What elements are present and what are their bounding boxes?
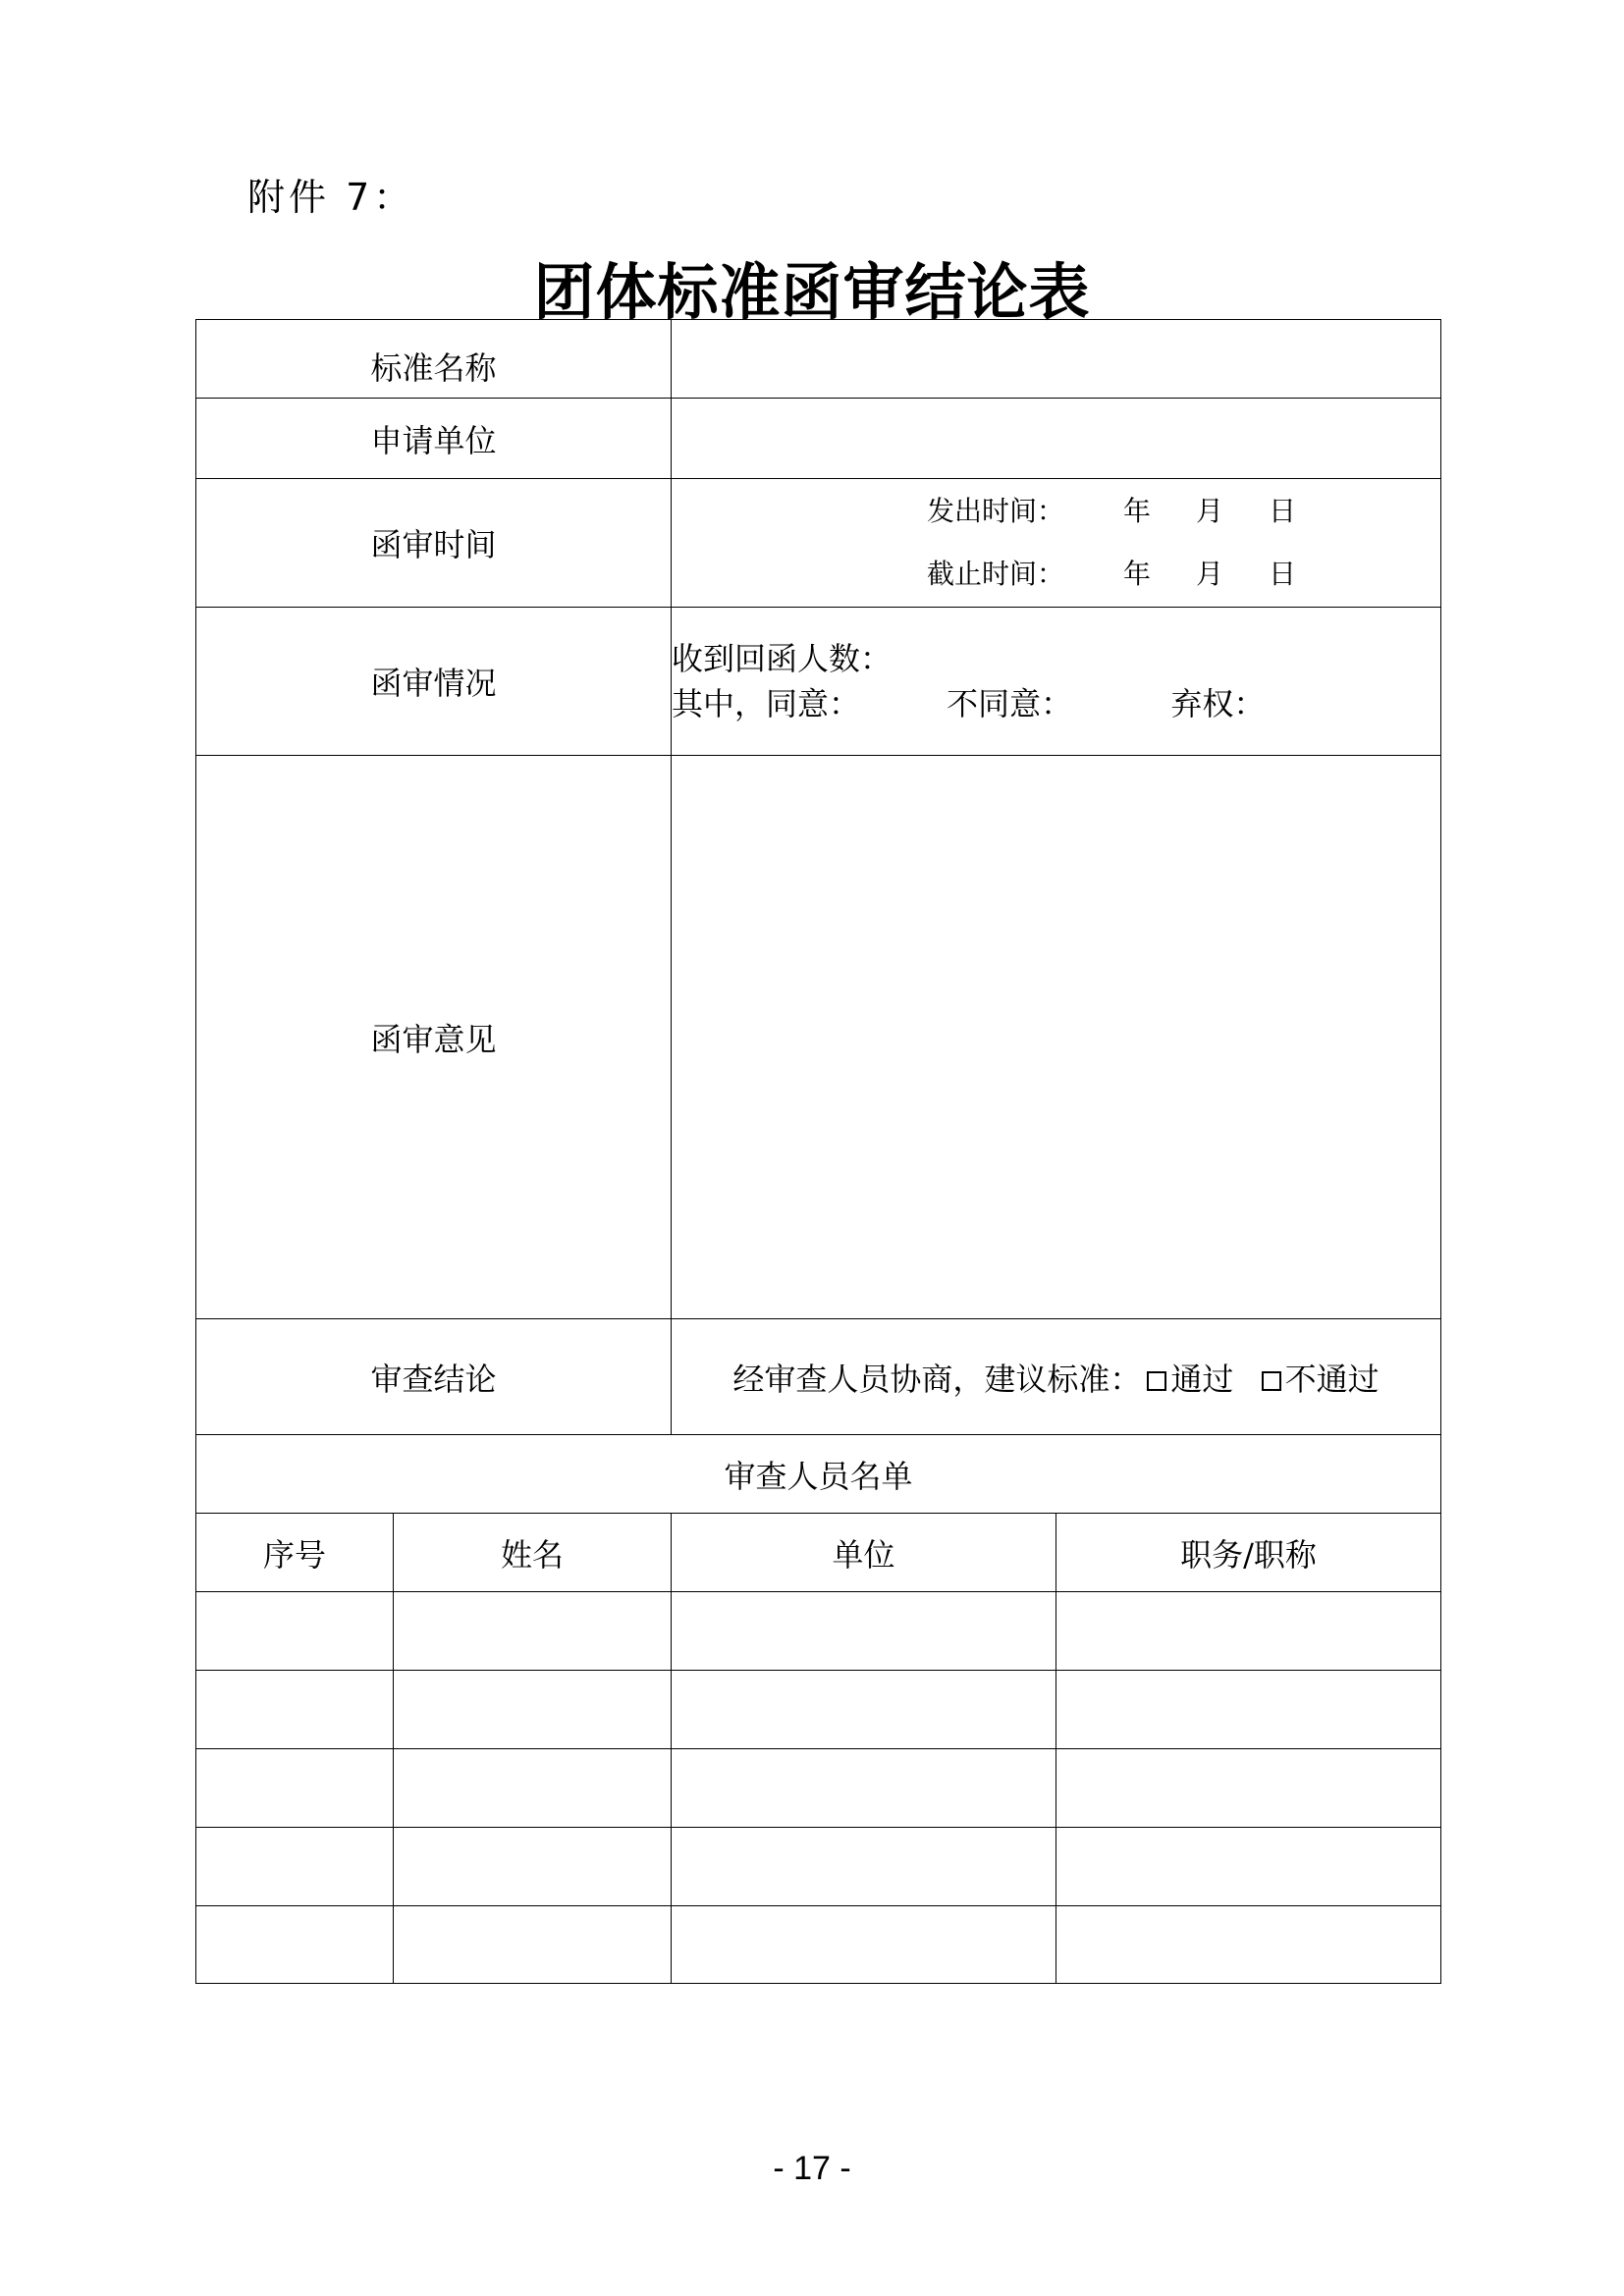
cell-name[interactable] bbox=[394, 1906, 672, 1984]
col-header-title: 职务/职称 bbox=[1056, 1514, 1441, 1592]
table-row bbox=[196, 1906, 1441, 1984]
cell-name[interactable] bbox=[394, 1749, 672, 1828]
row-standard-name bbox=[196, 320, 1441, 399]
review-conclusion-value bbox=[672, 1319, 1441, 1435]
deadline-day: 日 bbox=[1269, 558, 1297, 590]
cell-unit[interactable] bbox=[672, 1592, 1056, 1671]
issue-month: 月 bbox=[1196, 495, 1224, 527]
row-reviewer-heading bbox=[196, 1435, 1441, 1514]
review-time-label: 函审时间 bbox=[196, 479, 672, 608]
table-row bbox=[196, 1592, 1441, 1671]
applicant-value[interactable] bbox=[672, 399, 1441, 479]
review-opinion-value[interactable] bbox=[672, 756, 1441, 1319]
issue-year: 年 bbox=[1123, 495, 1152, 527]
deadline-month: 月 bbox=[1196, 558, 1224, 590]
cell-seq[interactable] bbox=[196, 1592, 394, 1671]
reviewer-list-heading: 审查人员名单 bbox=[196, 1435, 1441, 1514]
review-status-value bbox=[672, 608, 1441, 756]
issue-day: 日 bbox=[1269, 495, 1297, 527]
cell-unit[interactable] bbox=[672, 1906, 1056, 1984]
conclusion-text: 经审查人员协商，建议标准： bbox=[732, 1360, 1142, 1398]
row-review-status bbox=[196, 608, 1441, 756]
cell-title[interactable] bbox=[1056, 1671, 1441, 1749]
review-conclusion-label: 审查结论 bbox=[196, 1319, 672, 1435]
review-opinion-label: 函审意见 bbox=[196, 756, 672, 1319]
row-review-conclusion bbox=[196, 1319, 1441, 1435]
agree-label: 其中，同意： bbox=[672, 685, 861, 722]
cell-name[interactable] bbox=[394, 1592, 672, 1671]
applicant-label: 申请单位 bbox=[196, 399, 672, 479]
review-status-label: 函审情况 bbox=[196, 608, 672, 756]
row-applicant bbox=[196, 399, 1441, 479]
form-title: 团体标准函审结论表 bbox=[533, 256, 1091, 328]
table-row bbox=[196, 1828, 1441, 1906]
col-header-unit: 单位 bbox=[672, 1514, 1056, 1592]
standard-name-value[interactable] bbox=[672, 320, 1441, 399]
fail-label: 不通过 bbox=[1284, 1360, 1380, 1398]
issue-time-line bbox=[672, 480, 1440, 543]
table-row bbox=[196, 1749, 1441, 1828]
disagree-label: 不同意： bbox=[947, 685, 1073, 722]
attachment-label: 附件 7： bbox=[247, 176, 415, 219]
deadline-year: 年 bbox=[1123, 558, 1152, 590]
standard-name-label: 标准名称 bbox=[196, 320, 672, 399]
reviewer-header-row bbox=[196, 1514, 1441, 1592]
cell-seq[interactable] bbox=[196, 1749, 394, 1828]
cell-seq[interactable] bbox=[196, 1671, 394, 1749]
received-count: 收到回函人数： bbox=[672, 640, 893, 677]
pass-checkbox[interactable] bbox=[1147, 1371, 1166, 1391]
cell-name[interactable] bbox=[394, 1828, 672, 1906]
deadline-time-label: 截止时间： bbox=[927, 558, 1065, 590]
row-review-time bbox=[196, 479, 1441, 608]
vote-breakdown bbox=[672, 681, 1440, 726]
pass-label: 通过 bbox=[1170, 1360, 1234, 1398]
cell-title[interactable] bbox=[1056, 1749, 1441, 1828]
col-header-name: 姓名 bbox=[394, 1514, 672, 1592]
deadline-time-line bbox=[672, 543, 1440, 606]
cell-title[interactable] bbox=[1056, 1592, 1441, 1671]
review-conclusion-table bbox=[195, 319, 1441, 1984]
col-header-seq: 序号 bbox=[196, 1514, 394, 1592]
cell-title[interactable] bbox=[1056, 1906, 1441, 1984]
cell-unit[interactable] bbox=[672, 1828, 1056, 1906]
page-number: - 17 - bbox=[773, 2150, 851, 2187]
cell-unit[interactable] bbox=[672, 1671, 1056, 1749]
cell-unit[interactable] bbox=[672, 1749, 1056, 1828]
cell-title[interactable] bbox=[1056, 1828, 1441, 1906]
review-time-value bbox=[672, 479, 1441, 608]
issue-time-label: 发出时间： bbox=[927, 495, 1065, 527]
row-review-opinion bbox=[196, 756, 1441, 1319]
cell-seq[interactable] bbox=[196, 1906, 394, 1984]
abstain-label: 弃权： bbox=[1170, 685, 1266, 722]
table-row bbox=[196, 1671, 1441, 1749]
cell-seq[interactable] bbox=[196, 1828, 394, 1906]
cell-name[interactable] bbox=[394, 1671, 672, 1749]
fail-checkbox[interactable] bbox=[1262, 1371, 1281, 1391]
